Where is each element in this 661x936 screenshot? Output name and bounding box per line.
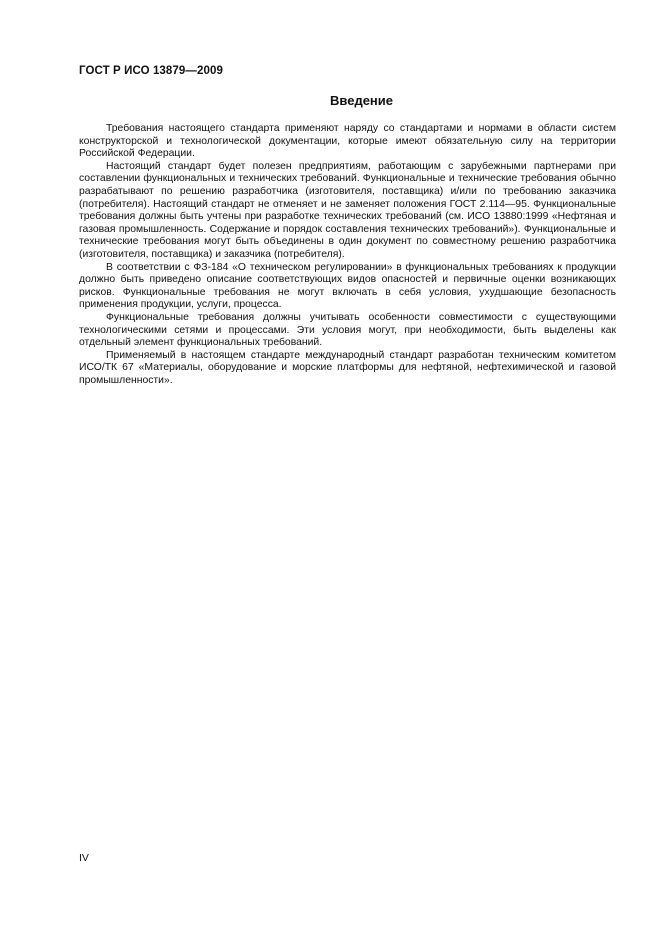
section-title-container xyxy=(0,93,661,108)
paragraph-1: Требования настоящего стандарта применяют наряду со стандартами и нормами в области систем конструкторской и технологической документации, которые имеют обязательную силу на территории Российской Федерации. xyxy=(79,123,616,160)
paragraph-4: Функциональные требования должны учитывать особенности совместимости с существующими технологическими сетями и процессами. Эти условия могут, при необходимости, быть выделены как отдельный элемент функциональных требований. xyxy=(79,311,616,349)
paragraph-2: Настоящий стандарт будет полезен предприятиям, работающим с зарубежными партнерами при составлении функциональных и технических требований. Функциональные и технические требования обычно разрабатывают по решению разработчика (изготовителя, поставщика) и/или по требованию заказчика (потребителя). Настоящий стандарт не отменяет и не заменяет положения ГОСТ 2.114—95. Функциональные требования должны быть учтены при разработке технических требований (см. ИСО 13880:1999 «Нефтяная и газовая промышленность. Содержание и порядок составления технических требований»). Функциональные и технические требования могут быть объединены в один документ по совместному решению разработчика (изготовителя, поставщика) и заказчика (потребителя). xyxy=(79,160,616,260)
document-body xyxy=(79,123,616,387)
page-number: IV xyxy=(79,852,89,864)
section-title: Введение xyxy=(330,93,393,108)
paragraph-5: Применяемый в настоящем стандарте международный стандарт разработан техническим комитетом ИСО/ТК 67 «Материалы, оборудование и морские платформы для нефтяной, нефтехимической и газовой промышленности». xyxy=(79,349,616,386)
paragraph-3: В соответствии с ФЗ-184 «О техническом регулировании» в функциональных требованиях к продукции должно быть приведено описание соответствующих видов опасностей и первичные оценки возникающих рисков. Функциональные требования не могут включать в себя условия, ухудшающие безопасность применения продукции, услуги, процесса. xyxy=(79,261,616,311)
standard-number-header: ГОСТ Р ИСО 13879—2009 xyxy=(79,65,224,77)
